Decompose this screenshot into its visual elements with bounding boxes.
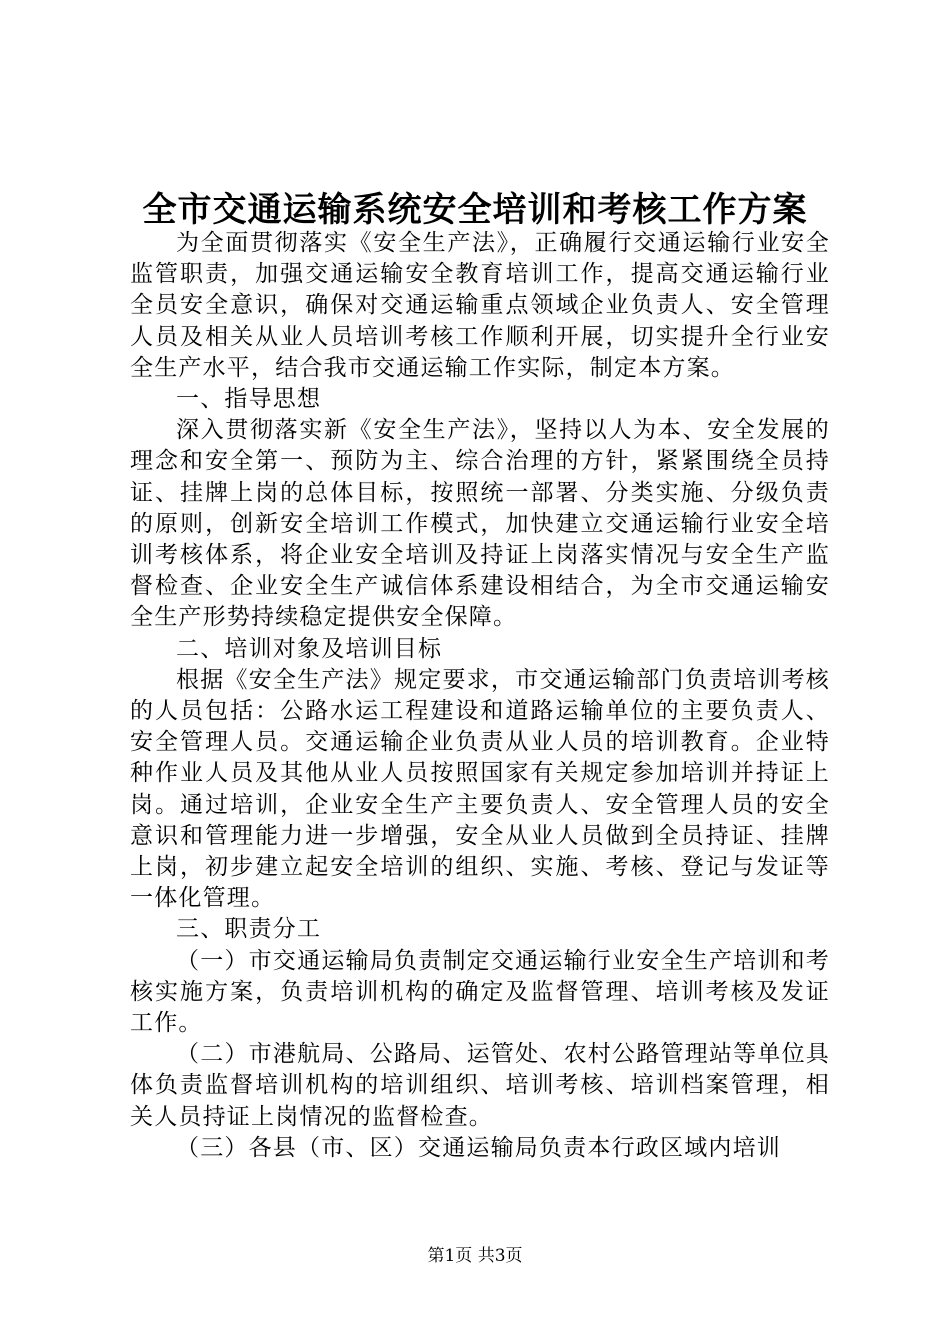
section-heading-training-targets: 二、培训对象及培训目标 — [176, 635, 443, 662]
training-targets-paragraph: 根据《安全生产法》规定要求，市交通运输部门负责培训考核的人员包括：公路水运工程建设和道路运输单位的主要负责人、安全管理人员。交通运输企业负责从业人员的培训教育。企业特种作业人员及其他从业人员按照国家有关规定参加培训并持证上岗。通过培训，企业安全生产主要负责人、安全管理人员的安全意识和管理能力进一步增强，安全从业人员做到全员持证、挂牌上岗，初步建立起安全培训的组织、实施、考核、登记与发证等一体化管理。 — [130, 666, 830, 912]
page-footer: 第1页 共3页 — [427, 1246, 523, 1266]
responsibility-item-1: （一）市交通运输局负责制定交通运输行业安全生产培训和考核实施方案，负责培训机构的确定及监督管理、培训考核及发证工作。 — [130, 947, 830, 1037]
responsibility-item-3: （三）各县（市、区）交通运输局负责本行政区域内培训 — [176, 1134, 781, 1161]
section-heading-responsibilities: 三、职责分工 — [176, 916, 322, 943]
intro-paragraph: 为全面贯彻落实《安全生产法》，正确履行交通运输行业安全监管职责，加强交通运输安全教育培训工作，提高交通运输行业全员安全意识，确保对交通运输重点领域企业负责人、安全管理人员及相关从业人员培训考核工作顺利开展，切实提升全行业安全生产水平，结合我市交通运输工作实际，制定本方案。 — [130, 230, 830, 381]
document-title: 全市交通运输系统安全培训和考核工作方案 — [142, 190, 808, 230]
document-body — [130, 228, 830, 1164]
section-heading-guiding-ideology: 一、指导思想 — [176, 386, 322, 413]
guiding-ideology-paragraph: 深入贯彻落实新《安全生产法》，坚持以人为本、安全发展的理念和安全第一、预防为主、综合治理的方针，紧紧围绕全员持证、挂牌上岗的总体目标，按照统一部署、分类实施、分级负责的原则，创新安全培训工作模式，加快建立交通运输行业安全培训考核体系，将企业安全培训及持证上岗落实情况与安全生产监督检查、企业安全生产诚信体系建设相结合，为全市交通运输安全生产形势持续稳定提供安全保障。 — [130, 417, 830, 631]
responsibility-item-2: （二）市港航局、公路局、运管处、农村公路管理站等单位具体负责监督培训机构的培训组织、培训考核、培训档案管理，相关人员持证上岗情况的监督检查。 — [130, 1041, 830, 1130]
